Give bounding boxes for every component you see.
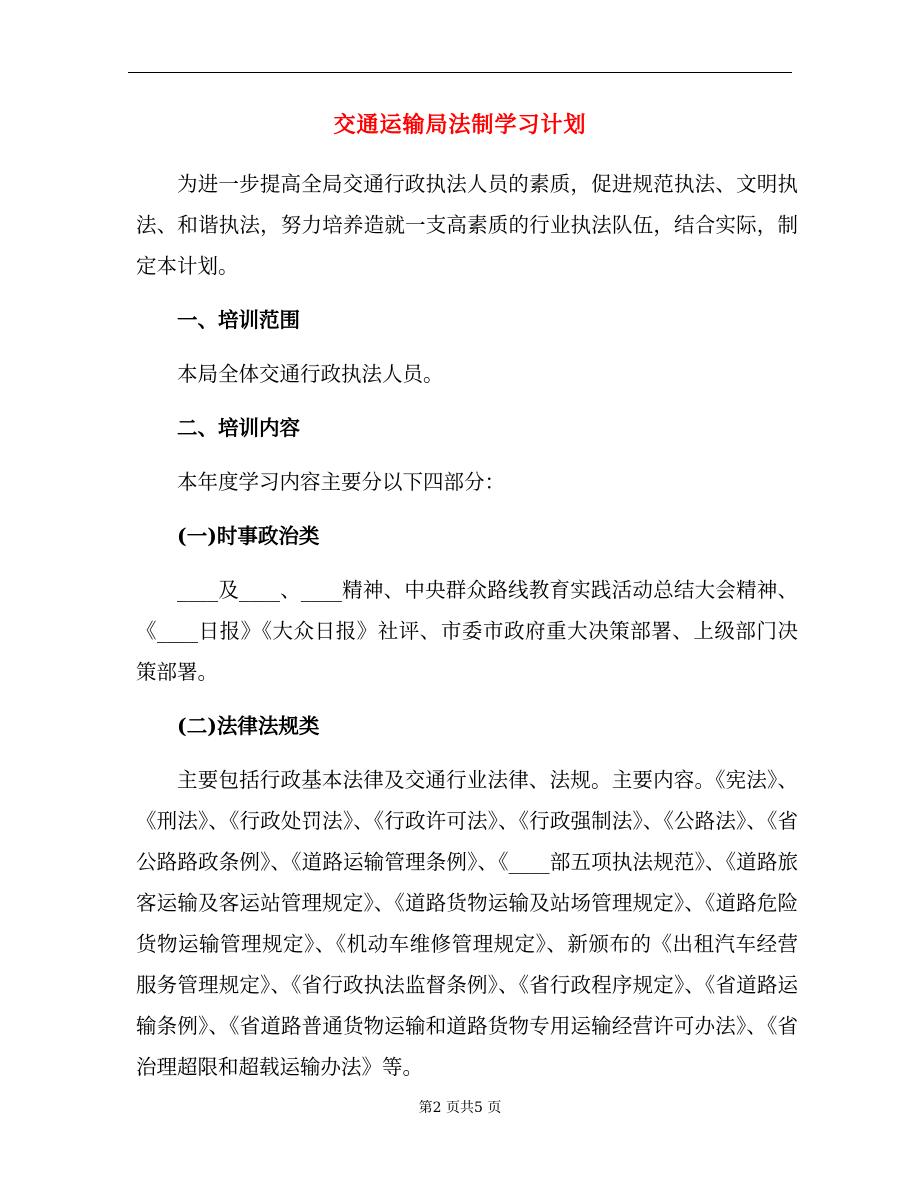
- section-heading-training-scope: 一、培训范围: [177, 308, 300, 332]
- subsection-heading-laws-regulations: (二)法律法规类: [177, 714, 320, 738]
- header-rule: [128, 72, 792, 73]
- section-heading-training-content: 二、培训内容: [177, 416, 300, 440]
- section-body-training-content: 本年度学习内容主要分以下四部分：: [177, 470, 505, 494]
- intro-paragraph: 为进一步提高全局交通行政执法人员的素质，促进规范执法、文明执法、和谐执法，努力培养造就一支高素质的行业执法队伍，结合实际，制定本计划。: [136, 172, 798, 278]
- subsection-heading-current-affairs: (一)时事政治类: [177, 524, 320, 548]
- page-number-footer: 第2 页共5 页: [418, 1100, 502, 1116]
- section-body-training-scope: 本局全体交通行政执法人员。: [177, 362, 444, 386]
- page-title: 交通运输局法制学习计划: [333, 112, 587, 138]
- document-body: [136, 164, 798, 1101]
- subsection-body-current-affairs: ____及____、____精神、中央群众路线教育实践活动总结大会精神、《____日报》《大众日报》社评、市委市政府重大决策部署、上级部门决策部署。: [136, 578, 798, 684]
- subsection-body-laws-regulations: 主要包括行政基本法律及交通行业法律、法规。主要内容。《宪法》、《刑法》、《行政处罚法》、《行政许可法》、《行政强制法》、《公路法》、《省公路路政条例》、《道路运输管理条例》、《____部五项执法规范》、《道路旅客运输及客运站管理规定》、《道路货物运输及站场管理规定》、《道路危险货物运输管理规定》、《机动车维修管理规定》、新颁布的《出租汽车经营服务管理规定》、《省行政执法监督条例》、《省行政程序规定》、《省道路运输条例》、《省道路普通货物运输和道路货物专用运输经营许可办法》、《省治理超限和超载运输办法》等。: [136, 768, 798, 1079]
